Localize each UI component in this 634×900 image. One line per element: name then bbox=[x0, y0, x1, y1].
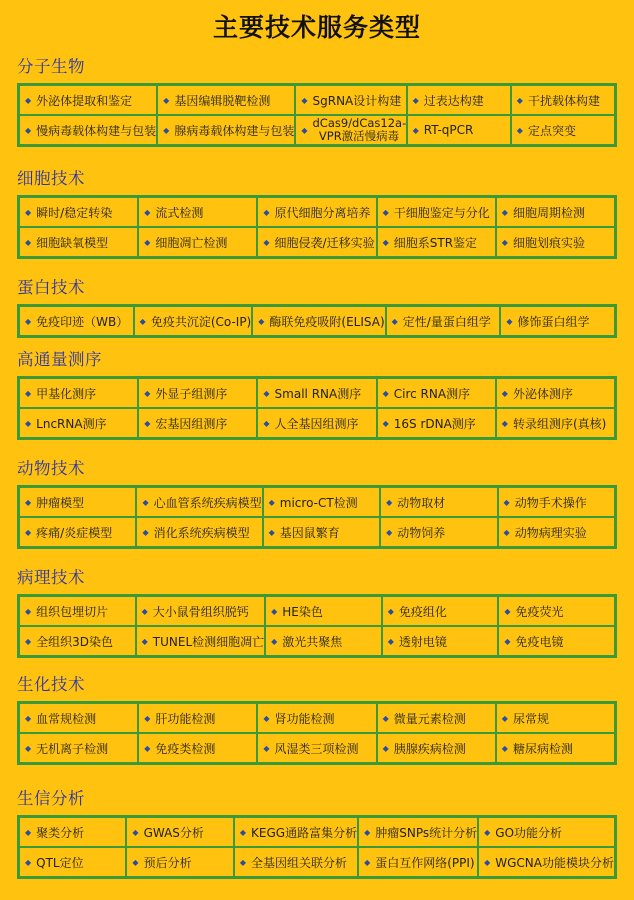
service-grid bbox=[17, 815, 617, 879]
diamond-bullet-icon: ◆ bbox=[142, 527, 149, 537]
service-item-label: 基因鼠繁育 bbox=[279, 525, 340, 540]
section-title: 细胞技术 bbox=[17, 169, 85, 188]
diamond-bullet-icon: ◆ bbox=[25, 95, 32, 105]
diamond-bullet-icon: ◆ bbox=[25, 418, 32, 428]
service-item bbox=[19, 626, 136, 656]
section-0 bbox=[17, 56, 617, 147]
service-item bbox=[496, 733, 615, 763]
service-item-label: 免疫荧光 bbox=[515, 604, 564, 619]
diamond-bullet-icon: ◆ bbox=[239, 827, 247, 837]
service-item-label: 无机离子检测 bbox=[36, 741, 109, 756]
service-item bbox=[257, 703, 376, 733]
diamond-bullet-icon: ◆ bbox=[503, 497, 510, 507]
service-item-label: 聚类分析 bbox=[36, 825, 85, 840]
service-item bbox=[295, 85, 406, 115]
diamond-bullet-icon: ◆ bbox=[239, 857, 247, 867]
service-item bbox=[257, 733, 376, 763]
service-item bbox=[377, 733, 496, 763]
service-item-label: 肝功能检测 bbox=[155, 711, 216, 726]
service-item-label: 甲基化测序 bbox=[36, 386, 97, 401]
diamond-bullet-icon: ◆ bbox=[501, 207, 508, 217]
diamond-bullet-icon: ◆ bbox=[263, 207, 270, 217]
service-item-label: 免疫组化 bbox=[398, 604, 447, 619]
diamond-bullet-icon: ◆ bbox=[132, 827, 139, 837]
diamond-bullet-icon: ◆ bbox=[25, 237, 32, 247]
diamond-bullet-icon: ◆ bbox=[25, 125, 32, 135]
section-1 bbox=[17, 168, 617, 259]
service-item-label: 消化系统疾病模型 bbox=[153, 525, 250, 540]
service-item bbox=[257, 227, 376, 257]
service-item bbox=[234, 847, 358, 877]
diamond-bullet-icon: ◆ bbox=[25, 827, 32, 837]
diamond-bullet-icon: ◆ bbox=[504, 606, 511, 616]
diamond-bullet-icon: ◆ bbox=[25, 316, 32, 326]
service-item bbox=[19, 817, 126, 847]
diamond-bullet-icon: ◆ bbox=[263, 237, 270, 247]
service-item-label: 动物饲养 bbox=[397, 525, 446, 540]
service-item bbox=[126, 847, 233, 877]
section-5 bbox=[17, 567, 617, 658]
diamond-bullet-icon: ◆ bbox=[271, 636, 278, 646]
service-item bbox=[19, 306, 134, 336]
diamond-bullet-icon: ◆ bbox=[364, 827, 371, 837]
service-item-label: 外泌体提取和鉴定 bbox=[36, 93, 133, 108]
service-item-label: 宏基因组测序 bbox=[155, 416, 228, 431]
diamond-bullet-icon: ◆ bbox=[25, 857, 32, 867]
service-item bbox=[157, 85, 295, 115]
service-item-label: 肿瘤模型 bbox=[36, 495, 85, 510]
service-item-label: 酶联免疫吸附(ELISA) bbox=[269, 314, 385, 329]
service-item-label: KEGG通路富集分析 bbox=[251, 825, 358, 840]
service-item-label: 细胞划痕实验 bbox=[512, 235, 585, 250]
diamond-bullet-icon: ◆ bbox=[132, 857, 139, 867]
diamond-bullet-icon: ◆ bbox=[301, 125, 308, 135]
diamond-bullet-icon: ◆ bbox=[139, 316, 146, 326]
section-title: 蛋白技术 bbox=[17, 278, 85, 297]
service-item bbox=[295, 115, 406, 145]
service-item bbox=[358, 817, 478, 847]
diamond-bullet-icon: ◆ bbox=[271, 606, 278, 616]
section-2 bbox=[17, 277, 617, 338]
diamond-bullet-icon: ◆ bbox=[516, 125, 523, 135]
service-item-label: 干细胞鉴定与分化 bbox=[393, 205, 490, 220]
service-item-label: 激光共聚焦 bbox=[282, 634, 343, 649]
service-item-label: 腺病毒载体构建与包装 bbox=[174, 123, 295, 138]
service-item-label: 流式检测 bbox=[155, 205, 204, 220]
service-item bbox=[498, 626, 615, 656]
diamond-bullet-icon: ◆ bbox=[501, 388, 508, 398]
service-item-label: 外显子组测序 bbox=[155, 386, 228, 401]
service-item bbox=[377, 227, 496, 257]
service-item bbox=[511, 85, 615, 115]
service-item-label: 干扰载体构建 bbox=[527, 93, 600, 108]
service-item bbox=[382, 596, 499, 626]
service-grid bbox=[17, 83, 617, 147]
service-grid bbox=[17, 485, 617, 549]
service-item-label: 修饰蛋白组学 bbox=[517, 314, 590, 329]
service-item bbox=[263, 517, 380, 547]
diamond-bullet-icon: ◆ bbox=[144, 388, 151, 398]
diamond-bullet-icon: ◆ bbox=[268, 527, 275, 537]
diamond-bullet-icon: ◆ bbox=[516, 95, 523, 105]
diamond-bullet-icon: ◆ bbox=[25, 743, 32, 753]
diamond-bullet-icon: ◆ bbox=[386, 527, 393, 537]
diamond-bullet-icon: ◆ bbox=[263, 418, 270, 428]
service-item bbox=[478, 847, 615, 877]
service-item-label: HE染色 bbox=[282, 604, 323, 619]
service-item-label: 动物病理实验 bbox=[514, 525, 587, 540]
service-item-label: 心血管系统疾病模型 bbox=[153, 495, 262, 510]
diamond-bullet-icon: ◆ bbox=[382, 237, 389, 247]
service-item bbox=[19, 115, 157, 145]
service-item-label: 转录组测序(真核) bbox=[512, 416, 607, 431]
section-3 bbox=[17, 349, 617, 440]
service-item bbox=[358, 847, 478, 877]
service-item bbox=[498, 487, 615, 517]
service-item bbox=[498, 596, 615, 626]
service-item bbox=[257, 197, 376, 227]
service-item bbox=[498, 517, 615, 547]
diamond-bullet-icon: ◆ bbox=[382, 207, 389, 217]
service-item bbox=[380, 487, 497, 517]
service-item bbox=[138, 733, 257, 763]
section-title: 分子生物 bbox=[17, 57, 85, 76]
page-title: 主要技术服务类型 bbox=[212, 13, 421, 42]
service-item bbox=[407, 115, 511, 145]
service-item bbox=[19, 378, 138, 408]
service-item bbox=[496, 408, 615, 438]
service-item bbox=[19, 197, 138, 227]
service-item bbox=[496, 703, 615, 733]
diamond-bullet-icon: ◆ bbox=[144, 237, 151, 247]
service-item bbox=[138, 197, 257, 227]
service-item bbox=[19, 487, 136, 517]
diamond-bullet-icon: ◆ bbox=[504, 636, 511, 646]
service-item-label: 细胞系STR鉴定 bbox=[393, 235, 478, 250]
section-title: 生化技术 bbox=[17, 675, 85, 694]
service-item-label: 免疫印迹（WB） bbox=[36, 314, 129, 329]
section-title: 高通量测序 bbox=[17, 350, 102, 369]
diamond-bullet-icon: ◆ bbox=[501, 418, 508, 428]
diamond-bullet-icon: ◆ bbox=[25, 497, 32, 507]
service-item bbox=[496, 378, 615, 408]
service-item bbox=[19, 733, 138, 763]
diamond-bullet-icon: ◆ bbox=[364, 857, 371, 867]
service-item bbox=[19, 408, 138, 438]
diamond-bullet-icon: ◆ bbox=[506, 316, 513, 326]
service-item bbox=[234, 817, 358, 847]
service-item bbox=[136, 596, 266, 626]
diamond-bullet-icon: ◆ bbox=[386, 497, 393, 507]
service-item bbox=[19, 703, 138, 733]
diamond-bullet-icon: ◆ bbox=[501, 743, 508, 753]
service-item bbox=[134, 306, 253, 336]
diamond-bullet-icon: ◆ bbox=[258, 316, 265, 326]
service-item bbox=[263, 487, 380, 517]
service-item-label: 免疫类检测 bbox=[155, 741, 216, 756]
diamond-bullet-icon: ◆ bbox=[263, 388, 270, 398]
diamond-bullet-icon: ◆ bbox=[387, 606, 394, 616]
service-grid bbox=[17, 304, 617, 338]
service-item bbox=[377, 197, 496, 227]
service-item bbox=[138, 703, 257, 733]
service-item bbox=[511, 115, 615, 145]
diamond-bullet-icon: ◆ bbox=[144, 743, 151, 753]
service-item-label: 慢病毒载体构建与包装 bbox=[36, 123, 157, 138]
service-item-label: 组织包埋切片 bbox=[36, 604, 109, 619]
service-item-label: 风湿类三项检测 bbox=[274, 741, 359, 756]
service-item-label: 全基因组关联分析 bbox=[251, 855, 348, 870]
service-item-label: LncRNA测序 bbox=[36, 416, 107, 431]
service-item-label: 细胞凋亡检测 bbox=[155, 235, 228, 250]
service-grid bbox=[17, 376, 617, 440]
service-item-label: 透射电镜 bbox=[398, 634, 447, 649]
section-7 bbox=[17, 788, 617, 879]
diamond-bullet-icon: ◆ bbox=[382, 388, 389, 398]
service-item-label: 肾功能检测 bbox=[274, 711, 335, 726]
diamond-bullet-icon: ◆ bbox=[484, 827, 491, 837]
diamond-bullet-icon: ◆ bbox=[382, 713, 389, 723]
section-title: 动物技术 bbox=[17, 459, 85, 478]
service-item-label: Small RNA测序 bbox=[274, 386, 362, 401]
section-title: 病理技术 bbox=[17, 568, 85, 587]
service-item bbox=[500, 306, 615, 336]
service-item-label: 细胞缺氧模型 bbox=[36, 235, 109, 250]
section-6 bbox=[17, 674, 617, 765]
diamond-bullet-icon: ◆ bbox=[25, 606, 32, 616]
diamond-bullet-icon: ◆ bbox=[387, 636, 394, 646]
service-item-label: 瞬时/稳定转染 bbox=[36, 205, 113, 220]
service-item-label: 细胞侵袭/迁移实验 bbox=[274, 235, 375, 250]
service-item-label: GWAS分析 bbox=[143, 825, 204, 840]
service-item bbox=[407, 85, 511, 115]
service-item-label: 细胞周期检测 bbox=[512, 205, 585, 220]
service-item-label: QTL定位 bbox=[36, 855, 84, 870]
service-item-label: 疼痛/炎症模型 bbox=[36, 525, 113, 540]
diamond-bullet-icon: ◆ bbox=[382, 418, 389, 428]
diamond-bullet-icon: ◆ bbox=[163, 95, 170, 105]
service-grid bbox=[17, 701, 617, 765]
service-item bbox=[496, 197, 615, 227]
service-item-label: SgRNA设计构建 bbox=[312, 93, 402, 108]
service-item bbox=[19, 85, 157, 115]
section-4 bbox=[17, 458, 617, 549]
diamond-bullet-icon: ◆ bbox=[141, 606, 148, 616]
service-item-label: dCas9/dCas12a-VPR激活慢病毒 bbox=[312, 116, 407, 143]
service-item bbox=[377, 408, 496, 438]
service-item-label: 人全基因组测序 bbox=[274, 416, 359, 431]
diamond-bullet-icon: ◆ bbox=[141, 636, 148, 646]
service-item-label: TUNEL检测细胞凋亡 bbox=[152, 634, 265, 649]
service-item-label: 胰腺疾病检测 bbox=[393, 741, 466, 756]
service-item-label: 免疫共沉淀(Co-IP) bbox=[150, 314, 252, 329]
service-item bbox=[377, 703, 496, 733]
service-item bbox=[257, 408, 376, 438]
service-item bbox=[265, 626, 382, 656]
service-item-label: micro-CT检测 bbox=[279, 495, 358, 510]
service-item-label: 外泌体测序 bbox=[512, 386, 573, 401]
diamond-bullet-icon: ◆ bbox=[484, 857, 491, 867]
service-item bbox=[19, 517, 136, 547]
service-item bbox=[478, 817, 615, 847]
service-item-label: 全组织3D染色 bbox=[36, 634, 114, 649]
diamond-bullet-icon: ◆ bbox=[382, 743, 389, 753]
service-item bbox=[380, 517, 497, 547]
service-item bbox=[136, 626, 266, 656]
service-item bbox=[136, 517, 262, 547]
service-item bbox=[19, 847, 126, 877]
section-title: 生信分析 bbox=[17, 789, 85, 808]
service-item-label: 动物取材 bbox=[397, 495, 446, 510]
diamond-bullet-icon: ◆ bbox=[25, 527, 32, 537]
diamond-bullet-icon: ◆ bbox=[391, 316, 398, 326]
service-item-label: 定点突变 bbox=[527, 123, 576, 138]
service-item bbox=[386, 306, 501, 336]
service-item bbox=[257, 378, 376, 408]
diamond-bullet-icon: ◆ bbox=[263, 743, 270, 753]
diamond-bullet-icon: ◆ bbox=[268, 497, 275, 507]
service-item bbox=[136, 487, 262, 517]
diamond-bullet-icon: ◆ bbox=[25, 388, 32, 398]
service-item-label: WGCNA功能模块分析 bbox=[495, 855, 614, 870]
service-item bbox=[157, 115, 295, 145]
service-item-label: 16S rDNA测序 bbox=[393, 416, 476, 431]
service-item-label: 糖尿病检测 bbox=[512, 741, 573, 756]
service-item-label: 微量元素检测 bbox=[393, 711, 466, 726]
diamond-bullet-icon: ◆ bbox=[412, 95, 419, 105]
service-item bbox=[382, 626, 499, 656]
service-item-label: 原代细胞分离培养 bbox=[274, 205, 371, 220]
service-item bbox=[138, 227, 257, 257]
service-item bbox=[126, 817, 233, 847]
service-item bbox=[252, 306, 385, 336]
diamond-bullet-icon: ◆ bbox=[144, 418, 151, 428]
diamond-bullet-icon: ◆ bbox=[301, 95, 308, 105]
service-item-label: 定性/量蛋白组学 bbox=[402, 314, 491, 329]
service-item bbox=[19, 227, 138, 257]
diamond-bullet-icon: ◆ bbox=[501, 237, 508, 247]
diamond-bullet-icon: ◆ bbox=[412, 125, 419, 135]
service-item-label: 预后分析 bbox=[143, 855, 192, 870]
service-item-label: RT-qPCR bbox=[423, 123, 474, 137]
service-grid bbox=[17, 195, 617, 259]
service-item-label: 大小鼠骨组织脱钙 bbox=[152, 604, 249, 619]
diamond-bullet-icon: ◆ bbox=[263, 713, 270, 723]
service-item-label: 肿瘤SNPs统计分析 bbox=[375, 825, 478, 840]
service-item-label: 血常规检测 bbox=[36, 711, 97, 726]
diamond-bullet-icon: ◆ bbox=[144, 713, 151, 723]
diamond-bullet-icon: ◆ bbox=[144, 207, 151, 217]
service-item-label: 尿常规 bbox=[512, 711, 549, 726]
service-item bbox=[138, 408, 257, 438]
service-item bbox=[377, 378, 496, 408]
service-item-label: 蛋白互作网络(PPI) bbox=[375, 855, 475, 870]
service-item-label: GO功能分析 bbox=[495, 825, 563, 840]
service-item bbox=[19, 596, 136, 626]
diamond-bullet-icon: ◆ bbox=[25, 636, 32, 646]
service-item-label: 动物手术操作 bbox=[514, 495, 587, 510]
service-item-label: 过表达构建 bbox=[423, 93, 484, 108]
diamond-bullet-icon: ◆ bbox=[25, 713, 32, 723]
diamond-bullet-icon: ◆ bbox=[163, 125, 170, 135]
service-item bbox=[265, 596, 382, 626]
diamond-bullet-icon: ◆ bbox=[503, 527, 510, 537]
service-item-label: Circ RNA测序 bbox=[393, 386, 471, 401]
diamond-bullet-icon: ◆ bbox=[501, 713, 508, 723]
diamond-bullet-icon: ◆ bbox=[142, 497, 149, 507]
service-item-label: 基因编辑脱靶检测 bbox=[174, 93, 271, 108]
service-item-label: 免疫电镜 bbox=[515, 634, 564, 649]
diamond-bullet-icon: ◆ bbox=[25, 207, 32, 217]
service-item bbox=[496, 227, 615, 257]
service-grid bbox=[17, 594, 617, 658]
service-item bbox=[138, 378, 257, 408]
